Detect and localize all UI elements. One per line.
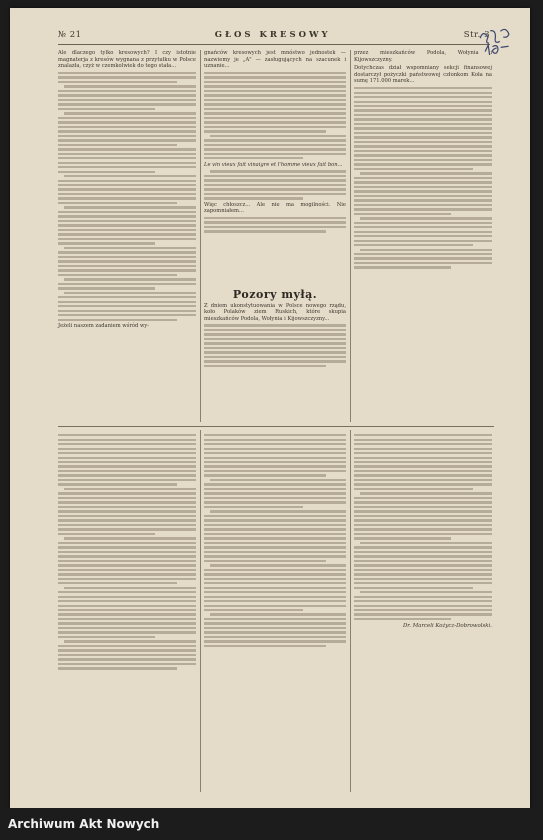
- text-columns: [58, 50, 494, 792]
- column-1-bottom: [58, 432, 196, 672]
- column-1-opening: Ale dlaczego tylko kresowych? I czy istotnie magnaterja z kresów wygnana z przytułku w Polsce znalazła, czyż w czemkolwiek do tego stała...: [58, 50, 196, 70]
- column-3-bottom: [354, 432, 492, 630]
- column-2-top: [204, 50, 346, 235]
- column-2-closing: Więc chłoszcz... Ale nie ma mogilności. Nie zapomniałem...: [204, 201, 346, 215]
- section-divider: [58, 426, 494, 427]
- newspaper-page: [10, 8, 530, 808]
- page-label: Str. 3: [463, 30, 490, 40]
- column-separator: [200, 50, 201, 422]
- article-title: Pozory myłą.: [232, 288, 318, 301]
- column-3-opening: przez mieszkańców Podola, Wołynia i Kijowszczyzny.: [354, 50, 492, 63]
- column-separator: [200, 430, 201, 792]
- column-1-continuation: Jeżeli naszem zadaniem wśród wy-: [58, 323, 150, 329]
- article-block: [204, 288, 346, 369]
- column-separator: [350, 50, 351, 422]
- newspaper-title: GŁOS KRESOWY: [214, 30, 331, 40]
- archive-name: Archiwum Akt Nowych: [8, 817, 160, 831]
- page-header: [58, 26, 490, 45]
- article-lead: Z dniem ukonstytuowania w Polsce nowego rządu, koło Polaków ziem Ruskich, które skupia mieszkańców Podola, Wołynia i Kijowszczyzny...: [204, 302, 346, 322]
- column-3-top: [354, 50, 492, 271]
- column-1-top: [58, 50, 196, 332]
- french-quote: Le vin vieux fait vinaigre et l'homme vieux fait bon...: [204, 161, 343, 168]
- column-3-text: Dotychczas dział wspomniany sekcji finansowej dostarczył pożyczki państwowej członkom Koła na sumę 171.000 marek...: [354, 65, 492, 85]
- column-2-bottom: [204, 432, 346, 649]
- page-number: № 21: [58, 30, 82, 40]
- archive-footer: [0, 808, 543, 840]
- column-2-opening: gnańców kresowych jest mnóstwo jednostek — nazwiemy je „A" — zasługujących na szacunek i uznanie...: [204, 50, 346, 70]
- article-signature: Dr. Marceli Kożycz-Dobrowolski.: [402, 623, 492, 630]
- column-separator: [350, 430, 351, 792]
